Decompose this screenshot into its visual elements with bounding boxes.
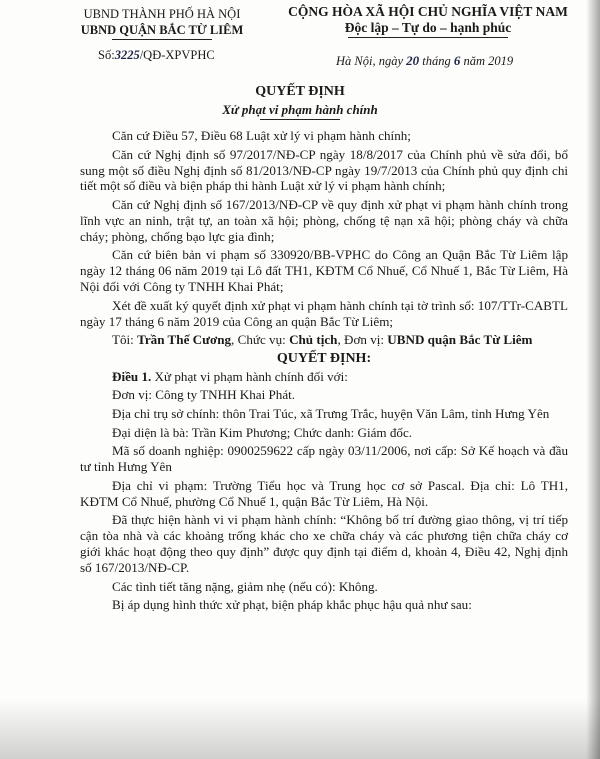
date-month-handwritten: 6	[453, 53, 461, 68]
document-subtitle: Xử phạt vi phạm hành chính	[222, 102, 378, 117]
signer-name: Trần Thế Cương	[137, 332, 232, 348]
motto-underline	[348, 37, 508, 38]
violator-unit: Đơn vị: Công ty TNHH Khai Phát.	[112, 387, 296, 403]
subtitle-underline	[260, 119, 340, 120]
signer-label-3: , Đơn vị:	[337, 332, 388, 348]
document-title: QUYẾT ĐỊNH	[255, 84, 345, 99]
signer-label-2: , Chức vụ:	[231, 332, 290, 348]
signer-line	[80, 332, 568, 348]
legal-basis-2: Căn cứ Nghị định số 97/2017/NĐ-CP ngày 18/8/2017 của Chính phủ về sửa đổi, bổ sung một số điều Nghị định số 81/2013/NĐ-CP ngày 19/7/2013 của Chính phủ quy định chi tiết một số điều và biện pháp thi hành Luật xử lý vi phạm hành chính;	[80, 146, 568, 194]
issue-date	[336, 53, 513, 69]
decision-heading: QUYẾT ĐỊNH:	[276, 350, 372, 366]
date-day-handwritten: 20	[406, 53, 420, 68]
authority-line-1: UBND THÀNH PHỐ HÀ NỘI	[83, 7, 241, 21]
motto-line: Độc lập – Tự do – hạnh phúc	[344, 20, 512, 35]
article-1	[80, 369, 568, 385]
date-prefix: Hà Nội, ngày	[336, 54, 404, 68]
circumstances: Các tình tiết tăng nặng, giảm nhẹ (nếu có): Không.	[112, 578, 378, 594]
doc-number-suffix: /QĐ-XPVPHC	[139, 48, 215, 62]
issuing-authority	[62, 6, 262, 40]
penalty-measures: Bị áp dụng hình thức xử phạt, biện pháp khắc phục hậu quả như sau:	[112, 597, 472, 613]
authority-underline	[112, 39, 212, 40]
scan-shadow-bottom	[0, 699, 600, 759]
date-mid: tháng	[422, 54, 451, 68]
legal-basis-3: Căn cứ Nghị định số 167/2013/NĐ-CP về quy định xử phạt vi phạm hành chính trong lĩnh vực an ninh, trật tự, an toàn xã hội; phòng, chống tệ nạn xã hội; phòng cháy và chữa cháy; phòng, chống bạo lực gia đình;	[80, 197, 568, 244]
legal-basis-4: Căn cứ biên bản vi phạm số 330920/BB-VPHC do Công an Quận Bắc Từ Liêm lập ngày 12 tháng 06 năm 2019 tại Lô đất TH1, KĐTM Cổ Nhuế, Cổ Nhuế 1, Bắc Từ Liêm, Hà Nội đối với Công ty TNHH Khai Phát;	[80, 247, 568, 295]
violator-representative: Đại diện là bà: Trần Kim Phương; Chức danh: Giám đốc.	[112, 424, 413, 440]
violation-place: Địa chỉ vi phạm: Trường Tiểu học và Trung học cơ sở Pascal. Địa chỉ: Lô TH1, KĐTM Cổ Nhuế, phường Cổ Nhuế 1, quận Bắc Từ Liêm, Hà Nội.	[80, 477, 568, 509]
signer-unit: UBND quận Bắc Từ Liêm	[387, 332, 533, 348]
doc-number-prefix: Số:	[98, 48, 115, 62]
legal-basis-5: Xét đề xuất ký quyết định xử phạt vi phạm hành chính tại tờ trình số: 107/TTr-CABTL ngày 17 tháng 6 năm 2019 của Công an quận Bắc Từ Liêm;	[80, 297, 568, 329]
legal-basis-1: Căn cứ Điều 57, Điều 68 Luật xử lý vi phạm hành chính;	[112, 128, 411, 143]
authority-line-2: UBND QUẬN BẮC TỪ LIÊM	[80, 23, 244, 37]
scan-shadow-right	[586, 0, 600, 759]
doc-number-handwritten: 3225	[114, 48, 140, 62]
document-body	[80, 128, 568, 616]
document-number	[98, 48, 215, 63]
date-suffix: năm 2019	[463, 54, 514, 68]
violator-address: Địa chỉ trụ sở chính: thôn Trai Túc, xã Trưng Trắc, huyện Văn Lâm, tỉnh Hưng Yên	[112, 406, 550, 421]
signer-position: Chủ tịch	[289, 332, 338, 348]
country-name: CỘNG HÒA XÃ HỘI CHỦ NGHĨA VIỆT NAM	[288, 4, 568, 19]
business-code: Mã số doanh nghiệp: 0900259622 cấp ngày 03/11/2006, nơi cấp: Sở Kế hoạch và đầu tư tỉnh Hưng Yên	[80, 443, 568, 475]
national-motto	[278, 4, 578, 38]
violation-act: Đã thực hiện hành vi vi phạm hành chính: “Không bố trí đường giao thông, vị trí tiếp cận tòa nhà và các khoảng trống khác cho xe chữa cháy và các phương tiện chữa cháy cơ giới khác hoạt động theo quy định” được quy định tại điểm d, khoản 4, Điều 42, Nghị định số 167/2013/NĐ-CP.	[80, 512, 568, 575]
article-1-label: Điều 1.	[112, 368, 152, 384]
signer-label-1: Tôi:	[112, 332, 138, 348]
article-1-text: Xử phạt vi phạm hành chính đối với:	[151, 368, 348, 384]
